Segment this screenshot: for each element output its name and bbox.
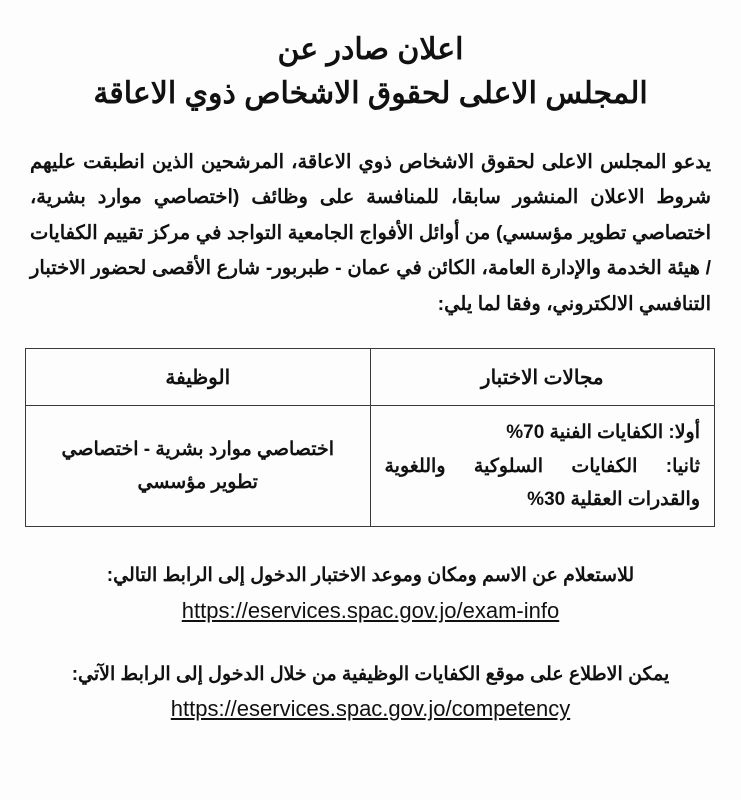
title-line-1: اعلان صادر عن: [277, 33, 464, 66]
cell-exam-areas: [370, 406, 715, 527]
competency-info-block: [26, 660, 715, 722]
competency-link[interactable]: https://eservices.spac.gov.jo/competency: [170, 695, 571, 721]
column-header-job: الوظيفة: [26, 349, 371, 406]
page-title: [26, 28, 715, 115]
exam-info-block: [26, 561, 715, 623]
exam-area-line-3: والقدرات العقلية 30%: [527, 488, 700, 510]
exam-info-link[interactable]: https://eservices.spac.gov.jo/exam-info: [181, 597, 560, 623]
exam-areas-table: [25, 348, 715, 527]
exam-info-note: للاستعلام عن الاسم ومكان وموعد الاختبار الدخول إلى الرابط التالي:: [106, 565, 635, 587]
cell-job-title: اختصاصي موارد بشرية - اختصاصي تطوير مؤسسي: [26, 406, 371, 527]
table-header-row: [26, 349, 715, 406]
column-header-areas: مجالات الاختبار: [370, 349, 715, 406]
table-row: [26, 406, 715, 527]
exam-area-line-1: أولا: الكفايات الفنية 70%: [506, 422, 700, 444]
exam-area-line-2: ثانيا: الكفايات السلوكية واللغوية: [384, 455, 700, 477]
intro-paragraph: يدعو المجلس الاعلى لحقوق الاشخاص ذوي الاعاقة، المرشحين الذين انطبقت عليهم شروط الاعلان المنشور سابقا، للمنافسة على وظائف (اختصاصي موارد بشرية، اختصاصي تطوير مؤسسي) من أوائل الأفواج الجامعية التواجد في مركز تقييم الكفايات / هيئة الخدمة والإدارة العامة، الكائن في عمان - طبربور- شارع الأقصى لحضور الاختبار التنافسي الالكتروني، وفقا لما يلي:: [30, 151, 711, 315]
competency-info-note: يمكن الاطلاع على موقع الكفايات الوظيفية من خلال الدخول إلى الرابط الآتي:: [71, 663, 670, 685]
title-line-2: المجلس الاعلى لحقوق الاشخاص ذوي الاعاقة: [93, 76, 648, 110]
